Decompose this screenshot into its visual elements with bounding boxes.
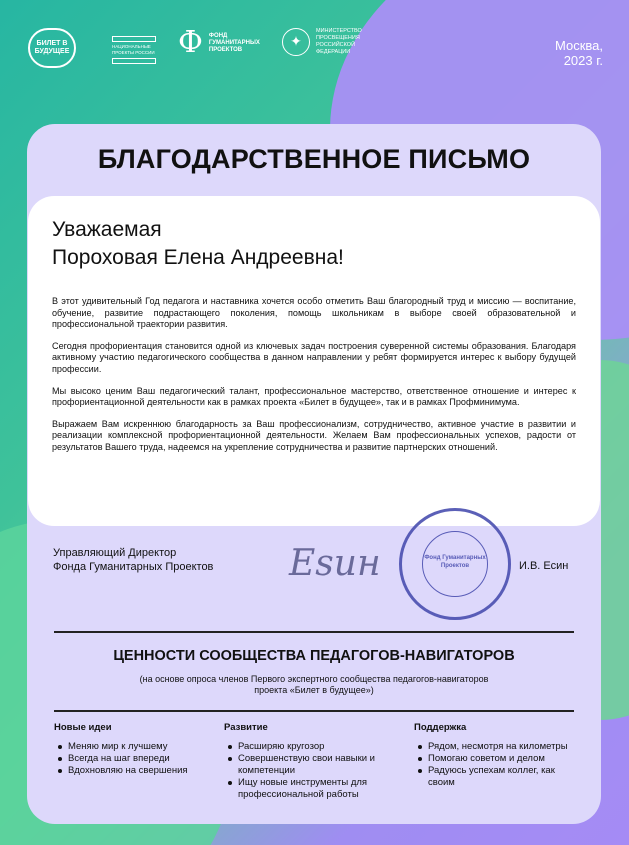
ministry-logo [282, 28, 386, 56]
divider [54, 710, 574, 712]
recipient-name: Пороховая Елена Андреевна! [52, 246, 344, 269]
list-item: Рядом, несмотря на километры [414, 741, 584, 753]
list-item: Ищу новые инструменты для профессиональной работы [224, 777, 409, 801]
letter-body [28, 196, 600, 526]
logo-bar [112, 36, 156, 42]
place-year: 2023 г. [563, 53, 603, 68]
letter-paragraph: В этот удивительный Год педагога и наставника хочется особо отметить Ваш благородный труд и миссию — воспитание, обучение, развитие подрастающего поколения, помощь школьникам в выборе своей образовательной и профессиональной траектории развития. [52, 296, 576, 330]
stamp-center: Фонд Гуманитарных Проектов [422, 531, 488, 597]
list-item: Всегда на шаг впереди [54, 753, 224, 765]
letter-title: БЛАГОДАРСТВЕННОЕ ПИСЬМО [97, 144, 531, 174]
logo-text: ФОНД ГУМАНИТАРНЫХ ПРОЕКТОВ [208, 32, 260, 53]
greeting [52, 216, 576, 272]
column-heading: Поддержка [414, 722, 467, 733]
letter-paragraph: Выражаем Вам искреннюю благодарность за Ваш профессионализм, сотрудничество, активное участие в развитии и реализации комплексной профориентационной деятельности. Желаем Вам профессиональных успехов, радости от результатов Вашего труда, надеемся на укрепление сотрудничества и развитие партнерских отношений. [52, 418, 576, 452]
position-line: Фонда Гуманитарных Проектов [53, 561, 214, 573]
national-projects-logo [112, 28, 156, 66]
values-subtitle [27, 674, 601, 696]
greeting-line: Уважаемая [52, 218, 162, 241]
divider [54, 631, 574, 633]
list-item: Меняю мир к лучшему [54, 741, 224, 753]
logo-text: БИЛЕТ В БУДУЩЕЕ [34, 40, 70, 55]
place-date [555, 38, 603, 68]
phi-icon: Ф [178, 25, 203, 60]
logo-text: НАЦИОНАЛЬНЫЕ ПРОЕКТЫ РОССИИ [112, 44, 155, 55]
value-list [414, 741, 584, 789]
position-line: Управляющий Директор [53, 547, 177, 559]
logo-bar [112, 58, 156, 64]
values-title: ЦЕННОСТИ СООБЩЕСТВА ПЕДАГОГОВ-НАВИГАТОРОВ [113, 648, 515, 664]
signatory-position [53, 546, 213, 574]
eagle-emblem-icon: ✦ [282, 28, 310, 56]
letter-paragraph: Мы высоко ценим Ваш педагогический талант, профессиональное мастерство, ответственное отношение и интерес к профориентационной деятельности как в рамках проекта «Билет в будущее», так и в рамках Профминимума. [52, 385, 576, 408]
logo-text: МИНИСТЕРСТВО ПРОСВЕЩЕНИЯ РОССИЙСКОЙ ФЕДЕРАЦИИ [316, 28, 362, 55]
values-column-new-ideas [54, 722, 224, 777]
list-item: Радуюсь успехам коллег, как своим [414, 765, 584, 789]
list-item: Расширяю кругозор [224, 741, 409, 753]
column-heading: Новые идеи [54, 722, 112, 733]
value-list [54, 741, 224, 777]
official-stamp [399, 508, 511, 620]
subtitle-line: проекта «Билет в будущее») [254, 685, 374, 695]
list-item: Совершенствую свои навыки и компетенции [224, 753, 409, 777]
certificate-card [27, 124, 601, 824]
bilet-v-budushchee-logo [28, 28, 76, 68]
list-item: Помогаю советом и делом [414, 753, 584, 765]
signatory-name: И.В. Есин [519, 560, 569, 572]
list-item: Вдохновляю на свершения [54, 765, 224, 777]
values-column-support [414, 722, 584, 789]
subtitle-line: (на основе опроса членов Первого экспертного сообщества педагогов-навигаторов [139, 674, 489, 684]
values-column-development [224, 722, 409, 801]
place-city: Москва, [555, 38, 603, 53]
value-list [224, 741, 409, 801]
handwritten-signature: Еѕин [289, 543, 381, 584]
letter-paragraph: Сегодня профориентация становится одной из ключевых задач построения суверенной системы образования. Благодаря активному участию педагогического сообщества в данном направлении у ребят формируется интерес к выбору будущей профессии. [52, 340, 576, 374]
fond-logo [178, 25, 269, 60]
header [0, 0, 629, 110]
column-heading: Развитие [224, 722, 268, 733]
